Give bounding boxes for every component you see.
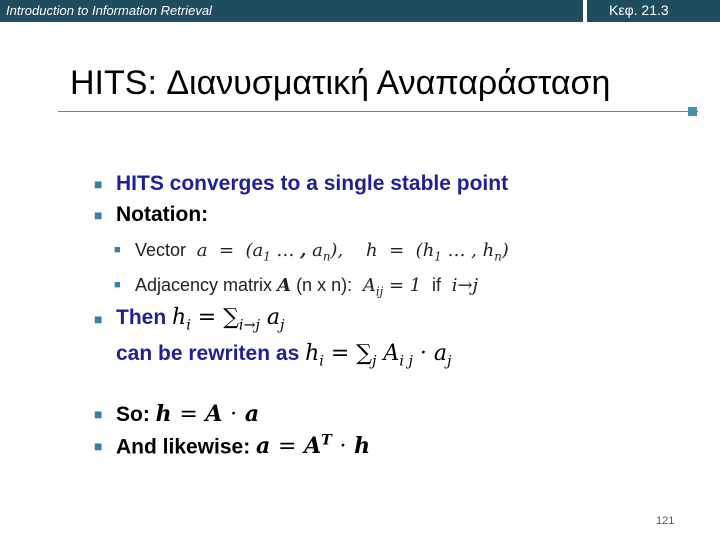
matrix-symbol: A <box>277 275 292 296</box>
bullet-so <box>116 401 259 427</box>
then-label: Then <box>116 306 167 329</box>
vector-label: Vector <box>135 240 187 260</box>
sub-bullet-adjacency <box>135 275 478 299</box>
likewise-formula: $a = A^T \cdot h$ <box>256 433 371 460</box>
so-label: So: <box>116 403 150 426</box>
sub-bullet-vector <box>135 240 509 264</box>
if-label: if <box>431 275 441 295</box>
bullet-notation: Notation: <box>116 203 209 226</box>
matrix-dims: (n x n): <box>296 275 353 295</box>
bullet-then <box>116 305 284 333</box>
chapter-label: Κεφ. 21.3 <box>587 0 720 22</box>
slide-title: HITS: Διανυσματική Αναπαράσταση <box>70 64 611 102</box>
adjacency-label: Adjacency matrix <box>135 275 273 295</box>
bullet-likewise <box>116 433 370 459</box>
bullet-square-icon: ■ <box>94 207 103 223</box>
edge-relation: i→j <box>445 275 479 296</box>
rewrite-label: can be rewriten as <box>116 342 300 365</box>
then-formula: $h_i = \sum_{i\to j}$ $a_j$ <box>172 305 285 334</box>
header-bar <box>0 0 720 22</box>
bullet-square-icon: ■ <box>94 406 103 422</box>
rewrite-line <box>116 341 451 369</box>
bullet-square-icon: ■ <box>94 438 103 454</box>
bullet-converges: HITS converges to a single stable point <box>116 172 509 195</box>
vector-formula: $a = (a_1$ … , $a_n$), $h = (h_1$ … , $h_n$) <box>191 240 509 264</box>
sub-bullet-square-icon: ■ <box>114 279 121 291</box>
rewrite-formula: $h_i = \sum_j$ $A_{i j} \cdot a_j$ <box>305 341 452 370</box>
bullet-square-icon: ■ <box>94 311 103 327</box>
bullet-square-icon: ■ <box>94 176 103 192</box>
likewise-label: And likewise: <box>116 435 251 459</box>
sub-bullet-square-icon: ■ <box>114 244 121 256</box>
course-title: Introduction to Information Retrieval <box>0 0 583 22</box>
page-number: 121 <box>656 515 675 527</box>
adjacency-formula: $A_{ij} = 1$ <box>357 275 422 299</box>
title-underline <box>58 111 698 112</box>
title-accent-square <box>688 107 697 116</box>
so-formula: h = A · a <box>155 401 260 427</box>
